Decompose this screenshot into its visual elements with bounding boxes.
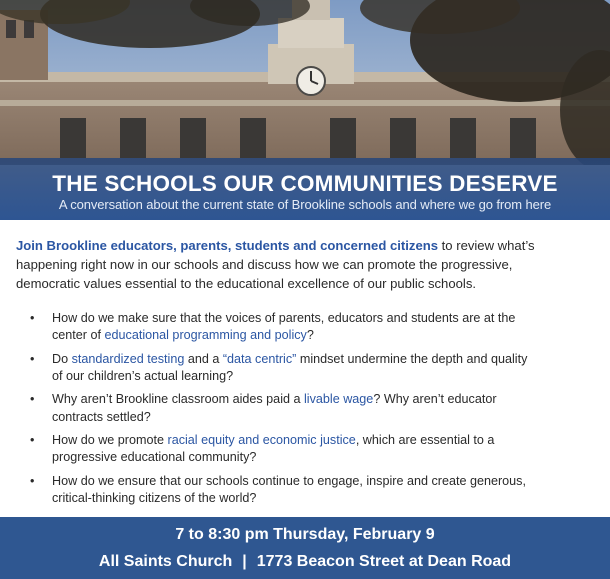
bullet-icon: •: [30, 311, 35, 325]
event-location: [0, 553, 610, 571]
question-highlight: racial equity and economic justice: [167, 433, 356, 448]
list-item: [30, 473, 585, 507]
question-text: mindset undermine the depth and quality: [296, 351, 528, 366]
bullet-icon: •: [30, 392, 35, 407]
page-title: THE SCHOOLS OUR COMMUNITIES DESERVE: [52, 171, 558, 196]
question-text: progressive educational community?: [52, 450, 257, 465]
event-address: 1773 Beacon Street at Dean Road: [256, 553, 512, 570]
event-venue: All Saints Church: [98, 553, 233, 570]
intro-line2: happening right now in our schools and discuss how we can promote the progressive,: [16, 257, 513, 272]
intro-highlight: Join Brookline educators, parents, students and concerned citizens: [16, 238, 439, 253]
school-building-photo: [0, 0, 610, 165]
question-highlight: livable wage: [304, 392, 374, 407]
question-text: contracts settled?: [52, 409, 151, 424]
event-time: 7 to 8:30 pm Thursday, February 9: [175, 526, 435, 543]
question-highlight: standardized testing: [71, 351, 185, 366]
question-text: How do we ensure that our schools continue to engage, inspire and create generous,: [52, 473, 526, 488]
question-text: How do we promote: [52, 433, 168, 448]
question-text: of our children’s actual learning?: [52, 368, 234, 383]
intro-line3: democratic values essential to the educational excellence of our public schools.: [16, 276, 477, 291]
question-highlight: educational programming and policy: [104, 328, 307, 343]
question-text: ? Why aren’t educator: [373, 392, 497, 407]
question-text: and a: [184, 351, 223, 366]
question-text: Why aren’t Brookline classroom aides paid a: [52, 392, 304, 407]
bullet-icon: •: [30, 473, 35, 488]
list-item: [30, 351, 585, 385]
question-text: ?: [306, 328, 314, 343]
question-text: , which are essential to a: [355, 433, 495, 448]
list-item: [30, 432, 585, 466]
question-text: critical-thinking citizens of the world?: [52, 491, 257, 506]
question-highlight: “data centric”: [222, 351, 297, 366]
event-separator: |: [242, 553, 247, 570]
bullet-icon: •: [30, 351, 35, 366]
list-item: [30, 391, 585, 425]
school-building-illustration: [0, 0, 610, 165]
question-text: How do we make sure that the voices of parents, educators and students are at the: [52, 311, 516, 325]
intro-paragraph: [16, 236, 596, 293]
questions-list: [30, 310, 585, 514]
bullet-icon: •: [30, 433, 35, 448]
intro-line1-rest: to review what’s: [438, 238, 535, 253]
list-item: [30, 310, 585, 344]
question-text: center of: [52, 328, 105, 343]
question-text: Do: [52, 351, 72, 366]
page-subtitle: A conversation about the current state of Brookline schools and where we go from here: [58, 197, 552, 212]
